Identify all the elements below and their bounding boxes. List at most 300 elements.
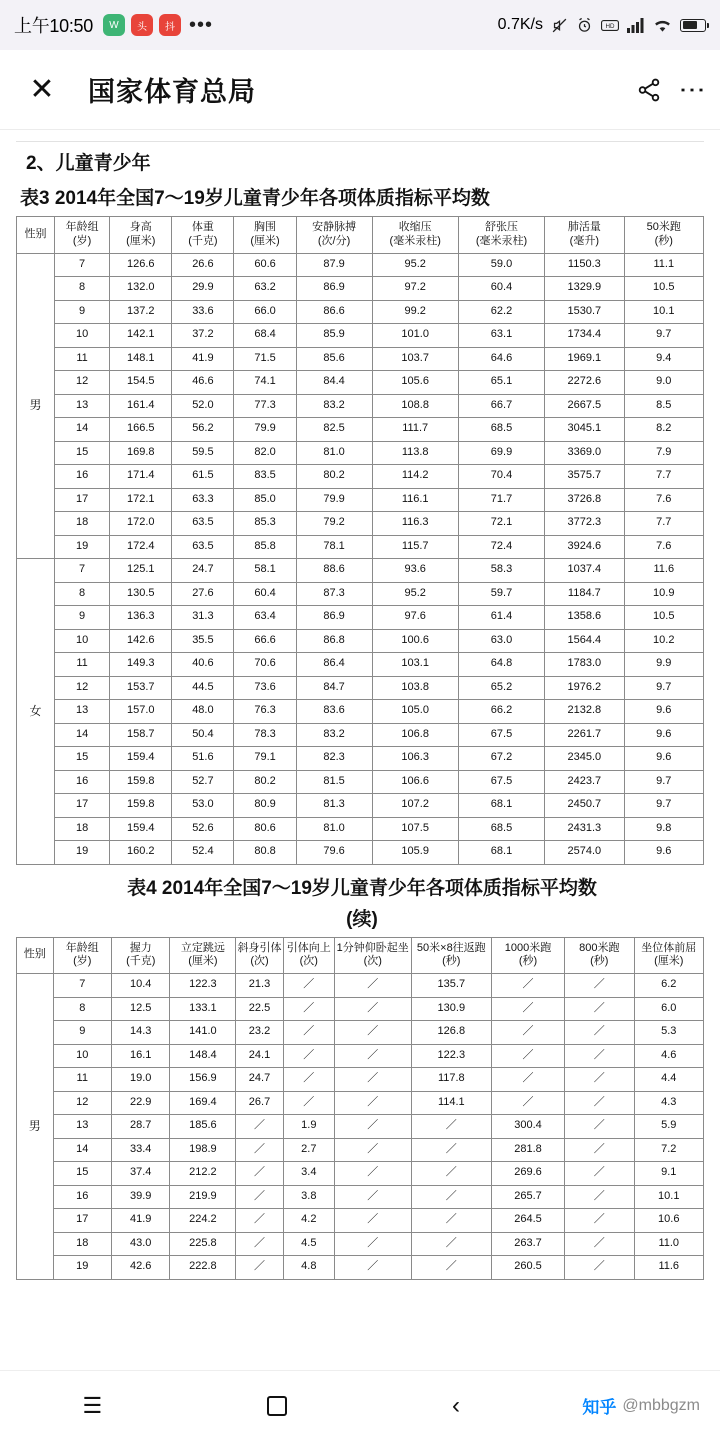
table-cell: 105.9: [372, 841, 458, 865]
table-cell: 263.7: [492, 1232, 565, 1256]
th2-longjump: 立定跳远 (厘米): [170, 937, 236, 974]
th-systolic: 收缩压 (毫米汞柱): [372, 217, 458, 254]
table-cell: 65.2: [458, 676, 544, 700]
table-cell: 84.7: [296, 676, 372, 700]
table-cell: 1976.2: [545, 676, 624, 700]
table-cell: 11.6: [634, 1256, 704, 1280]
table-cell: ／: [283, 1091, 334, 1115]
table-cell: 59.7: [458, 582, 544, 606]
table-cell: 142.1: [110, 324, 172, 348]
table-cell: 9.7: [624, 324, 703, 348]
cell-sex: 男: [17, 253, 55, 559]
table-cell: 17: [54, 488, 109, 512]
table-cell: 116.1: [372, 488, 458, 512]
table-cell: 1.9: [283, 1115, 334, 1139]
table-row: [17, 1091, 704, 1115]
table-cell: 9.7: [624, 794, 703, 818]
table-cell: 65.1: [458, 371, 544, 395]
table-cell: 185.6: [170, 1115, 236, 1139]
table-cell: 43.0: [112, 1232, 170, 1256]
table-cell: ／: [334, 1185, 411, 1209]
table-cell: 56.2: [172, 418, 234, 442]
table-cell: 97.6: [372, 606, 458, 630]
table-cell: 3.4: [283, 1162, 334, 1186]
table-cell: ／: [334, 1162, 411, 1186]
table-physique-indicators-2: [16, 937, 704, 1280]
table-cell: 97.2: [372, 277, 458, 301]
table-cell: 77.3: [234, 394, 296, 418]
table-cell: 66.6: [234, 629, 296, 653]
table-row: [17, 582, 704, 606]
th2-sex: 性别: [17, 937, 54, 974]
table-cell: 67.5: [458, 723, 544, 747]
table-cell: 219.9: [170, 1185, 236, 1209]
table-cell: ／: [334, 1256, 411, 1280]
table-row: [17, 347, 704, 371]
table-cell: ／: [492, 974, 565, 998]
table-cell: 80.8: [234, 841, 296, 865]
table-row: [17, 817, 704, 841]
table-cell: 2.7: [283, 1138, 334, 1162]
table-cell: 2574.0: [545, 841, 624, 865]
table-cell: 67.5: [458, 770, 544, 794]
table-cell: 9.6: [624, 723, 703, 747]
table-cell: 11.6: [624, 559, 703, 583]
table-cell: ／: [283, 1068, 334, 1092]
table-cell: 63.5: [172, 512, 234, 536]
battery-icon: [680, 19, 706, 32]
table-cell: 26.6: [172, 253, 234, 277]
th2-situps: 1分钟仰卧起坐 (次): [334, 937, 411, 974]
table-cell: 82.3: [296, 747, 372, 771]
table-cell: 10: [54, 629, 109, 653]
table-cell: 2431.3: [545, 817, 624, 841]
table-cell: 159.4: [110, 817, 172, 841]
table-row: [17, 747, 704, 771]
wifi-icon: [653, 18, 672, 33]
table-cell: 69.9: [458, 441, 544, 465]
table-row: [17, 1068, 704, 1092]
table-cell: ／: [492, 1021, 565, 1045]
table-cell: 106.8: [372, 723, 458, 747]
table-cell: 60.4: [458, 277, 544, 301]
table-cell: 93.6: [372, 559, 458, 583]
table-cell: 80.2: [234, 770, 296, 794]
table-cell: 107.2: [372, 794, 458, 818]
table-cell: 8: [54, 277, 109, 301]
table-row: [17, 441, 704, 465]
table-cell: 24.7: [236, 1068, 283, 1092]
table-cell: 74.1: [234, 371, 296, 395]
table-physique-indicators-1: [16, 216, 704, 865]
table-cell: 136.3: [110, 606, 172, 630]
table-cell: 10.4: [112, 974, 170, 998]
table-cell: 7: [54, 253, 109, 277]
table-cell: 117.8: [411, 1068, 491, 1092]
table-cell: 172.0: [110, 512, 172, 536]
table-cell: 171.4: [110, 465, 172, 489]
table-cell: 3369.0: [545, 441, 624, 465]
table-cell: 37.2: [172, 324, 234, 348]
table-cell: 83.2: [296, 394, 372, 418]
table-cell: 62.2: [458, 300, 544, 324]
table-cell: 9.4: [624, 347, 703, 371]
table-cell: 19: [53, 1256, 111, 1280]
table-cell: 9.6: [624, 700, 703, 724]
status-bar: [0, 0, 720, 50]
table-cell: 58.3: [458, 559, 544, 583]
table-cell: 11.1: [624, 253, 703, 277]
table-cell: 101.0: [372, 324, 458, 348]
table-cell: 300.4: [492, 1115, 565, 1139]
table-cell: 83.6: [296, 700, 372, 724]
table-cell: 63.5: [172, 535, 234, 559]
table-cell: ／: [565, 1256, 634, 1280]
table-cell: 42.6: [112, 1256, 170, 1280]
table-cell: 26.7: [236, 1091, 283, 1115]
table-cell: 73.6: [234, 676, 296, 700]
table-cell: 166.5: [110, 418, 172, 442]
table-cell: 113.8: [372, 441, 458, 465]
table-cell: 169.8: [110, 441, 172, 465]
svg-text:HD: HD: [605, 22, 615, 30]
alarm-icon: [576, 17, 593, 34]
table-cell: 172.1: [110, 488, 172, 512]
zhihu-logo: 知乎: [582, 1398, 617, 1417]
table-cell: 4.4: [634, 1068, 704, 1092]
table-cell: 198.9: [170, 1138, 236, 1162]
table-cell: 13: [53, 1115, 111, 1139]
table-cell: 1037.4: [545, 559, 624, 583]
table-cell: 225.8: [170, 1232, 236, 1256]
table-cell: ／: [565, 1185, 634, 1209]
table-cell: ／: [565, 974, 634, 998]
table-cell: ／: [236, 1115, 283, 1139]
table-cell: 59.0: [458, 253, 544, 277]
table-cell: 212.2: [170, 1162, 236, 1186]
content-divider: [16, 141, 704, 142]
table-cell: 148.1: [110, 347, 172, 371]
table-cell: ／: [334, 1021, 411, 1045]
table-cell: 60.6: [234, 253, 296, 277]
table-cell: 11: [54, 347, 109, 371]
table-cell: 159.4: [110, 747, 172, 771]
table-cell: 67.2: [458, 747, 544, 771]
table-cell: 51.6: [172, 747, 234, 771]
table-cell: 9.7: [624, 676, 703, 700]
table-row: [17, 371, 704, 395]
table-cell: ／: [565, 1232, 634, 1256]
table-cell: 1184.7: [545, 582, 624, 606]
th2-sit-reach: 坐位体前屈 (厘米): [634, 937, 704, 974]
table-cell: 81.0: [296, 817, 372, 841]
table-cell: ／: [492, 1068, 565, 1092]
table-cell: 86.8: [296, 629, 372, 653]
table-cell: 85.0: [234, 488, 296, 512]
table-cell: 126.8: [411, 1021, 491, 1045]
table-cell: 281.8: [492, 1138, 565, 1162]
table-cell: 85.6: [296, 347, 372, 371]
table-cell: 83.5: [234, 465, 296, 489]
table-cell: 95.2: [372, 253, 458, 277]
th2-shuttle: 50米×8往返跑 (秒): [411, 937, 491, 974]
table-cell: 27.6: [172, 582, 234, 606]
table-cell: 1969.1: [545, 347, 624, 371]
table-row: [17, 1162, 704, 1186]
table-cell: 68.1: [458, 841, 544, 865]
th2-grip: 握力 (千克): [112, 937, 170, 974]
table-cell: 1530.7: [545, 300, 624, 324]
table-cell: 33.4: [112, 1138, 170, 1162]
table-cell: 52.0: [172, 394, 234, 418]
table-cell: 68.4: [234, 324, 296, 348]
table-cell: 85.9: [296, 324, 372, 348]
table-cell: ／: [565, 997, 634, 1021]
table-cell: 80.2: [296, 465, 372, 489]
table-cell: 22.5: [236, 997, 283, 1021]
watermark-username: @mbbgzm: [622, 1396, 700, 1414]
table-cell: 88.6: [296, 559, 372, 583]
table-row: [17, 394, 704, 418]
table-cell: 11: [53, 1068, 111, 1092]
table-cell: ／: [334, 1232, 411, 1256]
table-row: [17, 253, 704, 277]
table-cell: 15: [54, 747, 109, 771]
table-cell: 10.2: [624, 629, 703, 653]
recents-icon[interactable]: ☰: [82, 1392, 103, 1418]
table-cell: 52.7: [172, 770, 234, 794]
th-weight: 体重 (千克): [172, 217, 234, 254]
table-cell: 9.1: [634, 1162, 704, 1186]
table-cell: 44.5: [172, 676, 234, 700]
table-cell: 9: [54, 606, 109, 630]
table-cell: 63.0: [458, 629, 544, 653]
section-heading: 2、儿童青少年: [26, 153, 151, 174]
back-icon[interactable]: ‹: [451, 1391, 460, 1419]
share-icon[interactable]: [636, 77, 662, 103]
table-cell: 19.0: [112, 1068, 170, 1092]
table-cell: 8.2: [624, 418, 703, 442]
table-cell: ／: [492, 997, 565, 1021]
table-cell: 9.6: [624, 747, 703, 771]
table-row: [17, 300, 704, 324]
table-cell: 10: [54, 324, 109, 348]
table-cell: 2423.7: [545, 770, 624, 794]
table-cell: 133.1: [170, 997, 236, 1021]
watermark: [582, 1393, 720, 1418]
table-row: [17, 629, 704, 653]
table-cell: 31.3: [172, 606, 234, 630]
table-cell: 12.5: [112, 997, 170, 1021]
table-cell: 41.9: [112, 1209, 170, 1233]
table-cell: 141.0: [170, 1021, 236, 1045]
table-cell: 84.4: [296, 371, 372, 395]
table-cell: 2272.6: [545, 371, 624, 395]
table-cell: 22.9: [112, 1091, 170, 1115]
table-cell: 28.7: [112, 1115, 170, 1139]
table-cell: 1564.4: [545, 629, 624, 653]
table-row: [17, 974, 704, 998]
table-cell: ／: [411, 1138, 491, 1162]
nav-buttons: [0, 1392, 582, 1420]
table-cell: 105.0: [372, 700, 458, 724]
table-cell: 116.3: [372, 512, 458, 536]
table-cell: ／: [411, 1115, 491, 1139]
table-cell: 16.1: [112, 1044, 170, 1068]
table-cell: 2345.0: [545, 747, 624, 771]
table4-head: [17, 937, 704, 974]
table-row: [17, 653, 704, 677]
table-cell: 53.0: [172, 794, 234, 818]
table-cell: ／: [411, 1209, 491, 1233]
table-cell: 224.2: [170, 1209, 236, 1233]
table-cell: 35.5: [172, 629, 234, 653]
table-cell: 18: [53, 1232, 111, 1256]
table-cell: 3045.1: [545, 418, 624, 442]
table-cell: 7.7: [624, 512, 703, 536]
table-cell: 142.6: [110, 629, 172, 653]
table-cell: 46.6: [172, 371, 234, 395]
table-cell: 157.0: [110, 700, 172, 724]
table-row: [17, 418, 704, 442]
table-cell: 76.3: [234, 700, 296, 724]
table-row: [17, 1209, 704, 1233]
wechat-icon: W: [103, 14, 125, 36]
table-cell: 3772.3: [545, 512, 624, 536]
table-cell: ／: [283, 1021, 334, 1045]
table-cell: 16: [53, 1185, 111, 1209]
page-title: 国家体育总局: [88, 77, 256, 107]
table-cell: 6.0: [634, 997, 704, 1021]
table-cell: 33.6: [172, 300, 234, 324]
table-cell: 9: [53, 1021, 111, 1045]
th-sex: 性别: [17, 217, 55, 254]
table-cell: 21.3: [236, 974, 283, 998]
table-cell: 64.8: [458, 653, 544, 677]
table-cell: 72.1: [458, 512, 544, 536]
table-cell: 83.2: [296, 723, 372, 747]
table-cell: ／: [283, 997, 334, 1021]
table-cell: 10.5: [624, 277, 703, 301]
table-cell: 264.5: [492, 1209, 565, 1233]
table-cell: 4.2: [283, 1209, 334, 1233]
table-cell: 1734.4: [545, 324, 624, 348]
table-cell: ／: [236, 1162, 283, 1186]
table-cell: 159.8: [110, 770, 172, 794]
system-nav-bar: [0, 1370, 720, 1440]
table-cell: ／: [565, 1138, 634, 1162]
table-cell: 82.0: [234, 441, 296, 465]
table-cell: 63.3: [172, 488, 234, 512]
table-cell: 108.8: [372, 394, 458, 418]
table-cell: ／: [565, 1021, 634, 1045]
table3-body: [17, 253, 704, 864]
table-cell: ／: [283, 974, 334, 998]
table4-caption-line1: 表4 2014年全国7～19岁儿童青少年各项体质指标平均数: [127, 877, 597, 899]
table-cell: 68.1: [458, 794, 544, 818]
table-cell: 16: [54, 770, 109, 794]
table-cell: 68.5: [458, 817, 544, 841]
table-cell: 8: [54, 582, 109, 606]
table-cell: 81.5: [296, 770, 372, 794]
close-icon[interactable]: ✕: [29, 73, 55, 106]
table-cell: 17: [53, 1209, 111, 1233]
app-header: [0, 50, 720, 130]
th-age: 年龄组 (岁): [54, 217, 109, 254]
table-cell: 172.4: [110, 535, 172, 559]
table-cell: 24.7: [172, 559, 234, 583]
table-cell: ／: [565, 1115, 634, 1139]
table-cell: 4.8: [283, 1256, 334, 1280]
table-cell: 3726.8: [545, 488, 624, 512]
home-square-icon[interactable]: [267, 1396, 287, 1416]
table-cell: 86.6: [296, 300, 372, 324]
table-cell: 14: [54, 418, 109, 442]
cell-sex: 男: [17, 974, 54, 1280]
table-cell: 103.1: [372, 653, 458, 677]
th2-age: 年龄组 (岁): [53, 937, 111, 974]
table-row: [17, 606, 704, 630]
table4-header-row: [17, 937, 704, 974]
table-cell: ／: [334, 1138, 411, 1162]
table-cell: 265.7: [492, 1185, 565, 1209]
table-cell: 70.4: [458, 465, 544, 489]
table-row: [17, 997, 704, 1021]
table-row: [17, 559, 704, 583]
table-cell: 7.6: [624, 488, 703, 512]
table-cell: 19: [54, 535, 109, 559]
table-cell: 40.6: [172, 653, 234, 677]
table-cell: 10.5: [624, 606, 703, 630]
table-cell: 2667.5: [545, 394, 624, 418]
table-cell: 66.7: [458, 394, 544, 418]
table-cell: 137.2: [110, 300, 172, 324]
table-cell: 132.0: [110, 277, 172, 301]
th-diastolic: 舒张压 (毫米汞柱): [458, 217, 544, 254]
table-cell: 18: [54, 817, 109, 841]
table3-head: [17, 217, 704, 254]
table-cell: 9.6: [624, 841, 703, 865]
table-cell: 10: [53, 1044, 111, 1068]
table-row: [17, 841, 704, 865]
table-cell: 70.6: [234, 653, 296, 677]
overflow-menu-icon[interactable]: ⋮: [678, 76, 708, 103]
table-cell: 58.1: [234, 559, 296, 583]
table-cell: 18: [54, 512, 109, 536]
th-lung: 肺活量 (毫升): [545, 217, 624, 254]
table-cell: 66.2: [458, 700, 544, 724]
table-cell: 79.9: [296, 488, 372, 512]
table-cell: 7.2: [634, 1138, 704, 1162]
status-right-cluster: [498, 16, 706, 34]
status-time: 上午10:50: [14, 16, 93, 36]
table-cell: 85.8: [234, 535, 296, 559]
table-cell: 11.0: [634, 1232, 704, 1256]
table-cell: 5.3: [634, 1021, 704, 1045]
table-cell: 158.7: [110, 723, 172, 747]
table-cell: 4.3: [634, 1091, 704, 1115]
table-cell: 86.9: [296, 277, 372, 301]
th-50m: 50米跑 (秒): [624, 217, 703, 254]
status-more-dots: •••: [188, 13, 213, 36]
douyin-icon: 抖: [159, 14, 181, 36]
table-cell: 79.1: [234, 747, 296, 771]
table-row: [17, 1256, 704, 1280]
table-cell: 99.2: [372, 300, 458, 324]
table-cell: 86.4: [296, 653, 372, 677]
article-content[interactable]: [0, 131, 720, 1370]
table-cell: 15: [53, 1162, 111, 1186]
